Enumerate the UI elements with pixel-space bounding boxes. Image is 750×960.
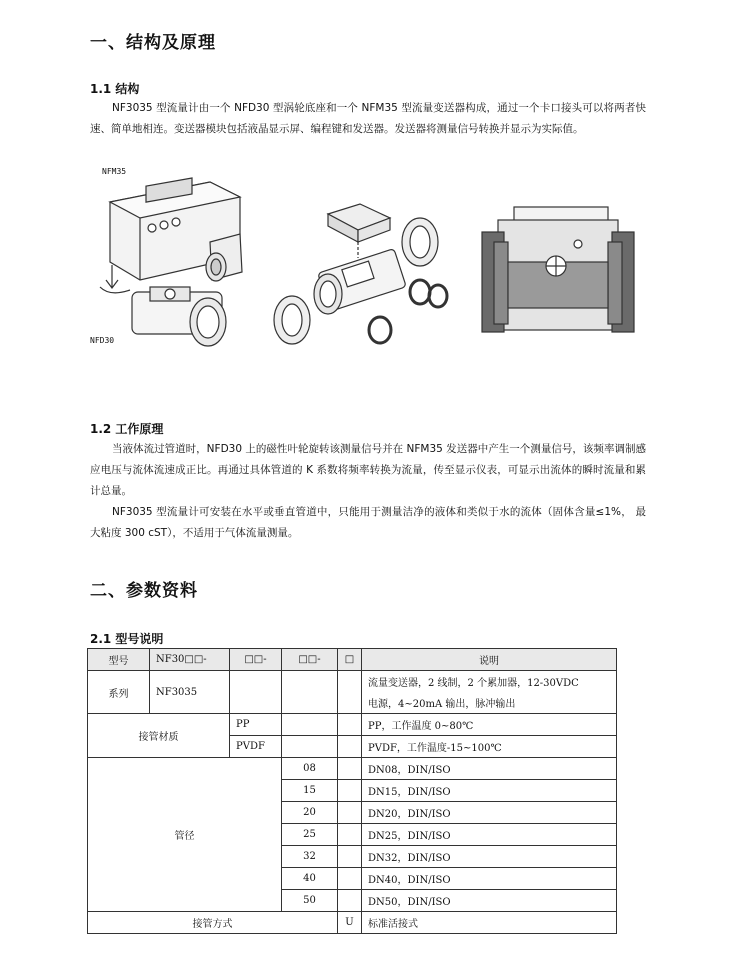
material-label: 接管材质 <box>88 714 230 758</box>
diameter-code: 40 <box>282 868 338 890</box>
diameter-desc: DN32，DIN/ISO <box>362 846 617 868</box>
flowmeter-assembly-drawing <box>100 178 242 346</box>
empty-cell <box>282 736 338 758</box>
table-row <box>88 758 617 780</box>
material-desc: PP，工作温度 0~80℃ <box>362 714 617 736</box>
header-cell: □□- <box>230 649 282 671</box>
diameter-desc: DN20，DIN/ISO <box>362 802 617 824</box>
header-cell: NF30□□- <box>150 649 230 671</box>
diameter-code: 15 <box>282 780 338 802</box>
table-row <box>88 671 617 693</box>
structure-paragraph <box>90 98 646 140</box>
diameter-code: 32 <box>282 846 338 868</box>
subsection-title-structure: 1.1 结构 <box>90 82 140 96</box>
flanged-meter-drawing <box>482 207 634 332</box>
empty-cell <box>338 890 362 912</box>
connection-label: 接管方式 <box>88 912 338 934</box>
structure-text: NF3035 型流量计由一个 NFD30 型涡轮底座和一个 NFM35 型流量变送器构成，通过一个卡口接头可以将两者快速、简单地相连。变送器模块包括液晶显示屏、编程键和发送器。发送器将测量信号转换并显示为实际值。 <box>90 102 646 135</box>
empty-cell <box>338 758 362 780</box>
diameter-code: 20 <box>282 802 338 824</box>
empty-cell <box>230 671 282 714</box>
model-spec-table <box>87 648 617 934</box>
empty-cell <box>338 671 362 714</box>
diameter-code: 25 <box>282 824 338 846</box>
product-illustration <box>90 162 646 392</box>
diameter-desc: DN25，DIN/ISO <box>362 824 617 846</box>
principle-text-2: NF3035 型流量计可安装在水平或垂直管道中，只能用于测量洁净的液体和类似于水的流体（固体含量≤1%， 最大粘度 300 cST），不适用于气体流量测量。 <box>90 506 646 539</box>
diameter-desc: DN40，DIN/ISO <box>362 868 617 890</box>
diameter-code: 50 <box>282 890 338 912</box>
material-code: PVDF <box>230 736 282 758</box>
header-cell: 型号 <box>88 649 150 671</box>
series-desc-line2: 电源，4~20mA 输出，脉冲输出 <box>362 692 617 714</box>
table-row <box>88 714 617 736</box>
figure-label-base: NFD30 <box>90 336 115 345</box>
empty-cell <box>338 780 362 802</box>
series-code: NF3035 <box>150 671 230 714</box>
series-desc-line1: 流量变送器，2 线制，2 个累加器，12-30VDC <box>362 671 617 693</box>
header-cell: 说明 <box>362 649 617 671</box>
empty-cell <box>338 802 362 824</box>
subsection-title-model: 2.1 型号说明 <box>90 632 164 646</box>
empty-cell <box>282 671 338 714</box>
material-desc: PVDF，工作温度-15~100℃ <box>362 736 617 758</box>
diameter-label: 管径 <box>88 758 282 912</box>
subsection-title-principle: 1.2 工作原理 <box>90 422 164 436</box>
empty-cell <box>338 846 362 868</box>
principle-text-1: 当液体流过管道时，NFD30 上的磁性叶轮旋转该测量信号并在 NFM35 发送器中产生一个测量信号，该频率调制感应电压与流体流速成正比。再通过具体管道的 K 系数将频率转换为流量，传至显示仪表，可显示出流体的瞬时流量和累计总量。 <box>90 443 646 497</box>
series-label: 系列 <box>88 671 150 714</box>
section-title-structure: 一、结构及原理 <box>90 33 216 53</box>
principle-paragraph-2 <box>90 502 646 544</box>
connection-code: U <box>338 912 362 934</box>
empty-cell <box>338 736 362 758</box>
table-header-row <box>88 649 617 671</box>
diameter-desc: DN50，DIN/ISO <box>362 890 617 912</box>
empty-cell <box>338 824 362 846</box>
exploded-view-drawing <box>274 204 447 344</box>
figure-label-transmitter: NFM35 <box>102 167 127 176</box>
diameter-desc: DN15，DIN/ISO <box>362 780 617 802</box>
material-code: PP <box>230 714 282 736</box>
principle-paragraph-1 <box>90 439 646 502</box>
section-title-parameters: 二、参数资料 <box>90 581 198 601</box>
connection-desc: 标准活接式 <box>362 912 617 934</box>
diameter-code: 08 <box>282 758 338 780</box>
empty-cell <box>338 714 362 736</box>
diameter-desc: DN08，DIN/ISO <box>362 758 617 780</box>
empty-cell <box>338 868 362 890</box>
table-row <box>88 912 617 934</box>
header-cell: □□- <box>282 649 338 671</box>
empty-cell <box>282 714 338 736</box>
product-figure <box>90 162 646 392</box>
header-cell: □ <box>338 649 362 671</box>
